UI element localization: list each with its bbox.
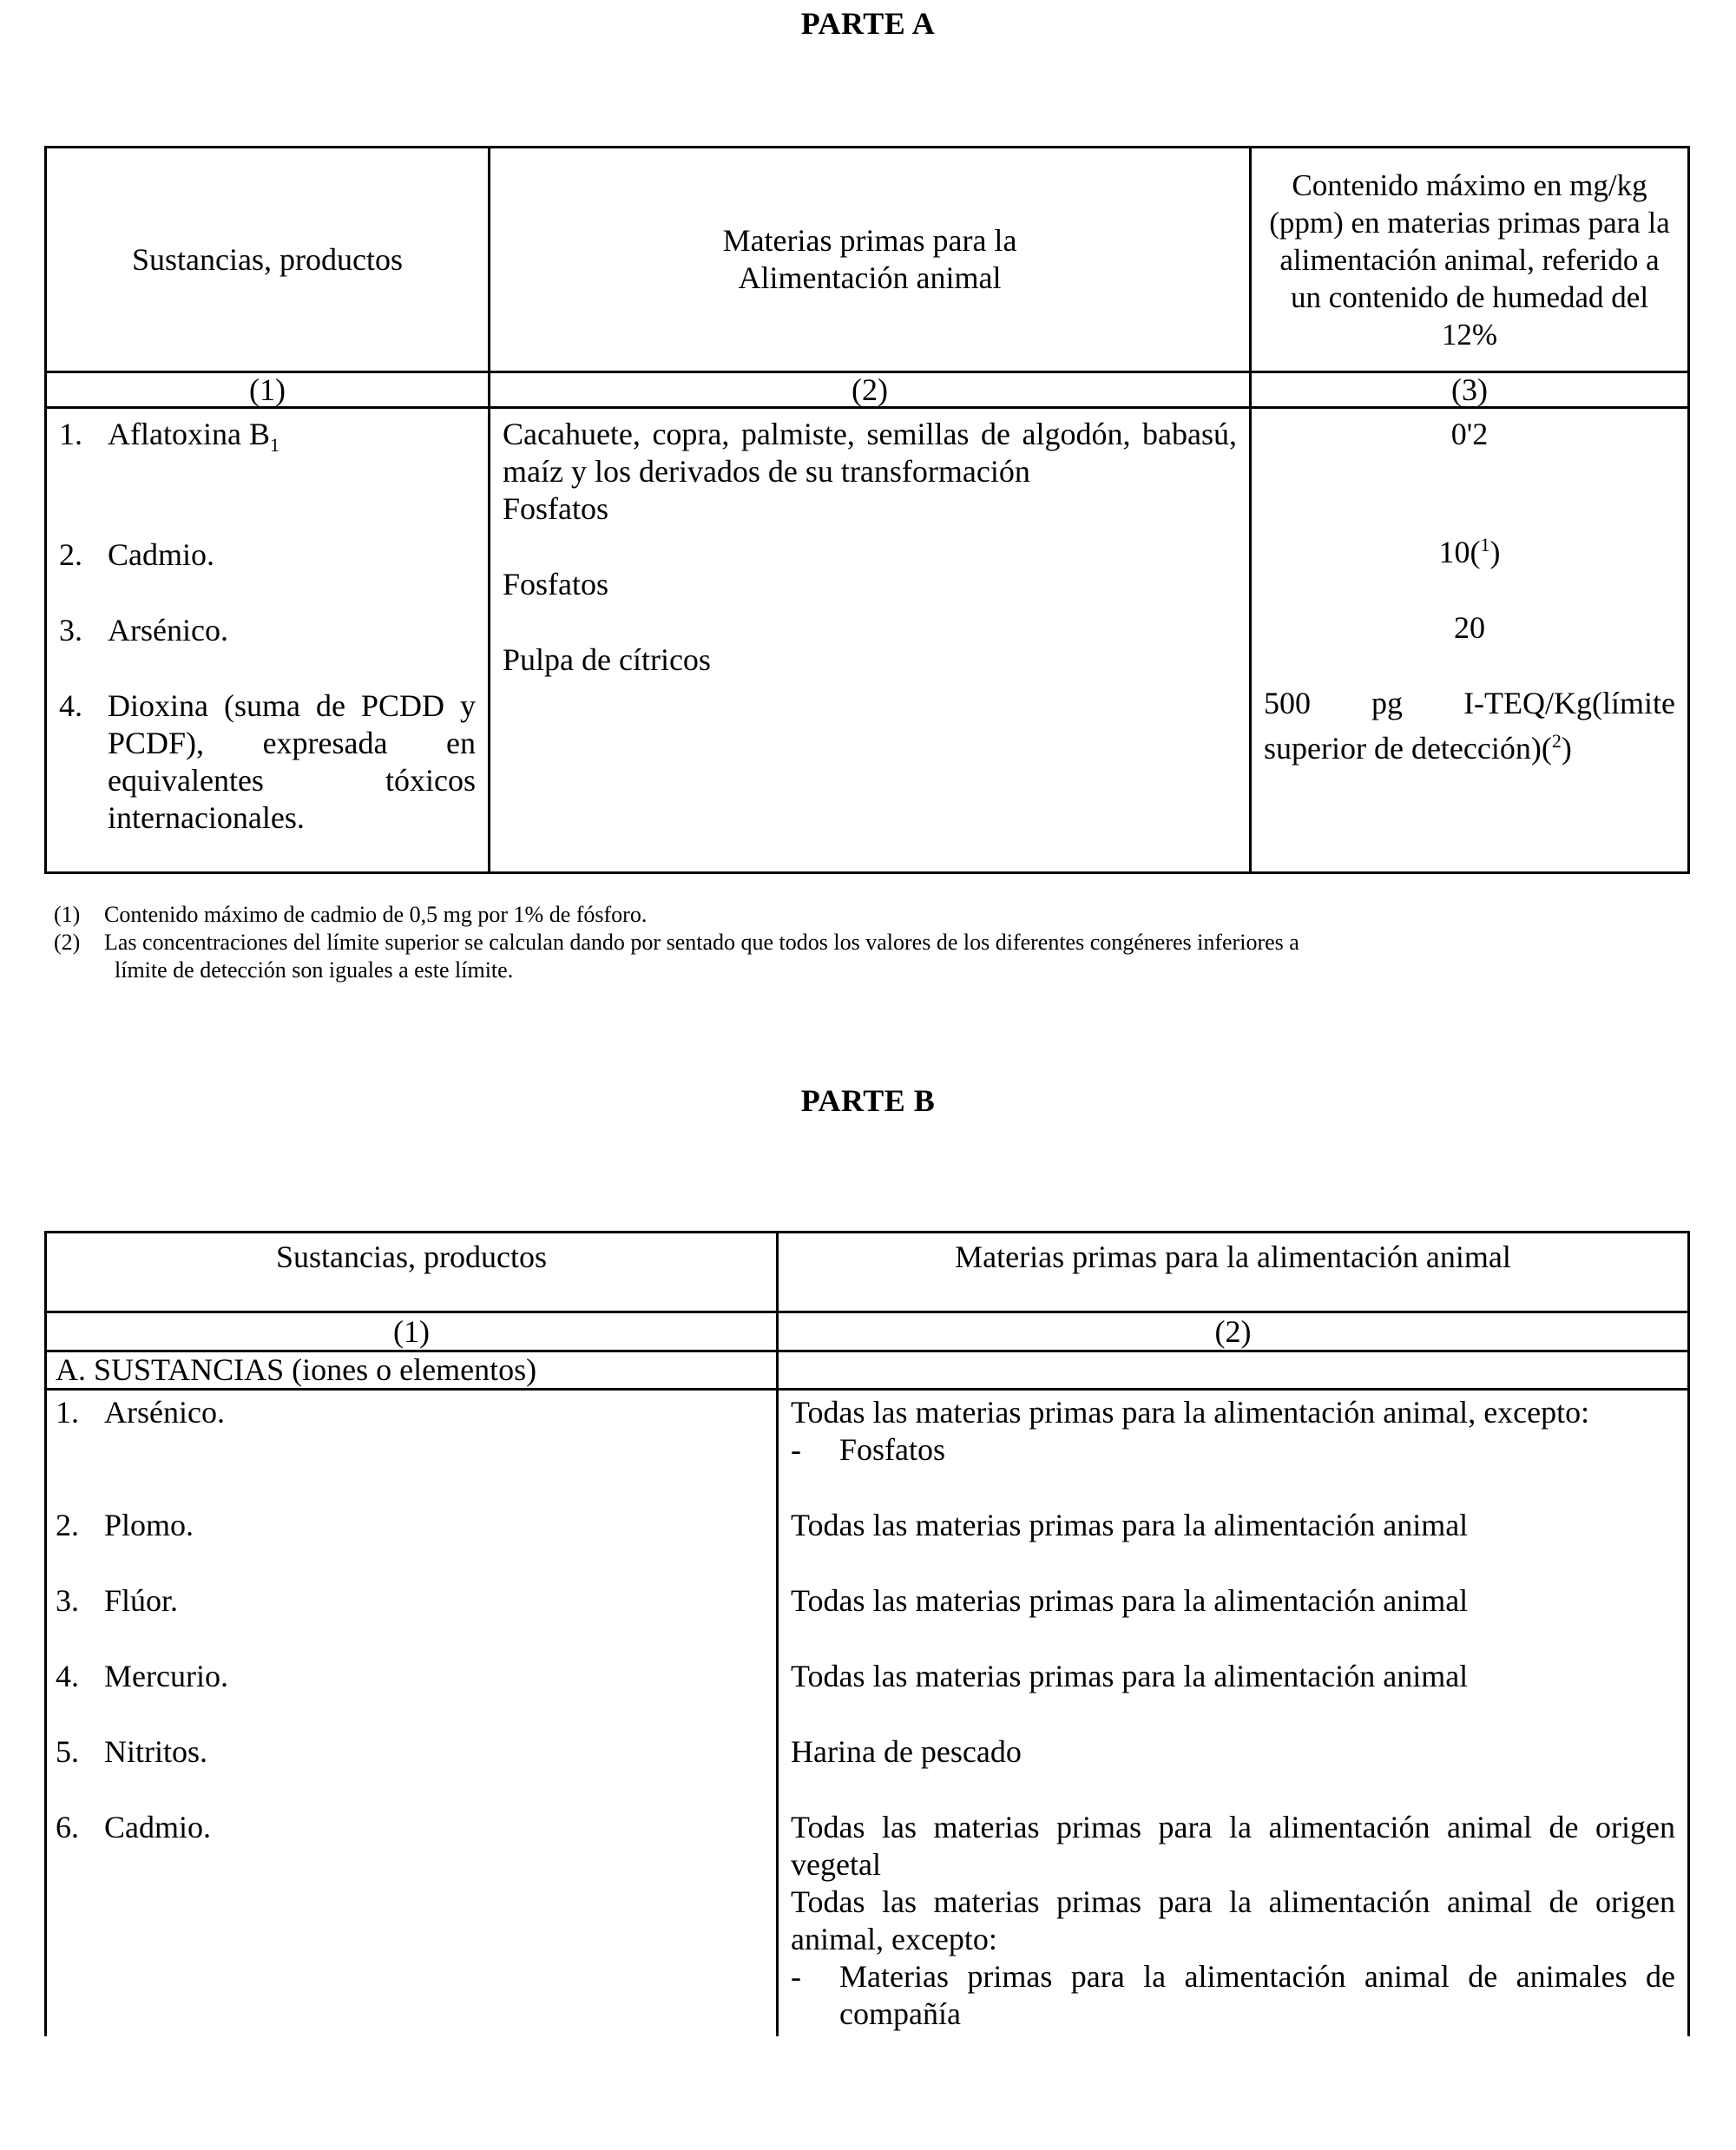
- row-item: 4. Dioxina (suma de PCDD y PCDF), expresada en equivalentes tóxicos internacionales.: [59, 688, 476, 836]
- section-row: [46, 1351, 1689, 1390]
- material-cell: Todas las materias primas para la alimentación animal de origen vegetal: [791, 1810, 1675, 1882]
- col-number: (1): [46, 1312, 778, 1351]
- max-value: 10($^1$): [1438, 534, 1501, 569]
- table-header-row: [46, 148, 1689, 372]
- max-value: 20: [1454, 610, 1485, 645]
- part-b-title: PARTE B: [800, 1083, 936, 1118]
- part-a-title: PARTE A: [800, 6, 936, 41]
- row-item: 2. Cadmio.: [59, 537, 214, 573]
- header-substances: Sustancias, productos: [46, 1233, 778, 1312]
- footnote: (2) Las concentraciones del límite superior se calculan dando por sentado que todos los valores de los diferentes congéneres inferiores a: [54, 930, 1299, 955]
- exception-item: - Materias primas para la alimentación animal de animales de compañía: [791, 1959, 1675, 2031]
- table-row: [46, 1390, 1689, 2037]
- row-item: 1. Arsénico.: [56, 1395, 225, 1430]
- col-number: (3): [1251, 372, 1689, 408]
- part-a-table: [44, 146, 1690, 874]
- section-title: A. SUSTANCIAS (iones o elementos): [46, 1351, 778, 1390]
- col-number: (2): [778, 1312, 1689, 1351]
- table-header-row: [46, 1233, 1689, 1312]
- row-item: 2. Plomo.: [56, 1508, 194, 1542]
- material-cell: Todas las materias primas para la alimentación animal: [791, 1659, 1469, 1693]
- footnote-continuation: límite de detección son iguales a este límite.: [115, 957, 514, 983]
- material-cell: Todas las materias primas para la alimentación animal, excepto:: [791, 1395, 1590, 1430]
- max-value: 0'2: [1450, 417, 1489, 451]
- max-value: 500 pg I-TEQ/Kg(límite superior de detección)($^2$): [1264, 686, 1675, 766]
- header-materials: Materias primas para la alimentación animal: [778, 1233, 1689, 1312]
- material-cell: Todas las materias primas para la alimentación animal: [791, 1508, 1469, 1542]
- col-number: (2): [490, 372, 1251, 408]
- column-number-row: [46, 1312, 1689, 1351]
- header-substances: Sustancias, productos: [46, 148, 490, 372]
- material-cell: Todas las materias primas para la alimentación animal de origen animal, excepto:: [791, 1884, 1675, 1956]
- row-item: 4. Mercurio.: [56, 1659, 228, 1693]
- col-number: (1): [46, 372, 490, 408]
- material-cell: Fosfatos: [503, 491, 609, 526]
- material-cell: Harina de pescado: [791, 1734, 1022, 1769]
- footnote: (1) Contenido máximo de cadmio de 0,5 mg por 1% de fósforo.: [54, 902, 648, 927]
- row-item: 1. Aflatoxina $B_1$: [59, 417, 279, 457]
- row-item: 5. Nitritos.: [56, 1734, 208, 1769]
- column-number-row: [46, 372, 1689, 408]
- row-item: 3. Arsénico.: [59, 613, 228, 648]
- exception-item: - Fosfatos: [791, 1432, 946, 1467]
- material-cell: Fosfatos: [503, 567, 609, 602]
- material-cell: Todas las materias primas para la alimentación animal: [791, 1583, 1469, 1618]
- part-b-table: [44, 1231, 1690, 2036]
- header-materials: Materias primas para la Alimentación animal: [490, 148, 1251, 372]
- row-item: 3. Flúor.: [56, 1583, 179, 1618]
- row-item: 6. Cadmio.: [56, 1810, 211, 1844]
- header-max-content: Contenido máximo en mg/kg (ppm) en materias primas para la alimentación animal, referido a un contenido de humedad del 12%: [1251, 148, 1689, 372]
- footnotes: [54, 901, 1736, 984]
- material-cell: Pulpa de cítricos: [503, 642, 711, 677]
- material-cell: Cacahuete, copra, palmiste, semillas de algodón, babasú, maíz y los derivados de su transformación: [503, 417, 1237, 489]
- table-row: [46, 408, 1689, 873]
